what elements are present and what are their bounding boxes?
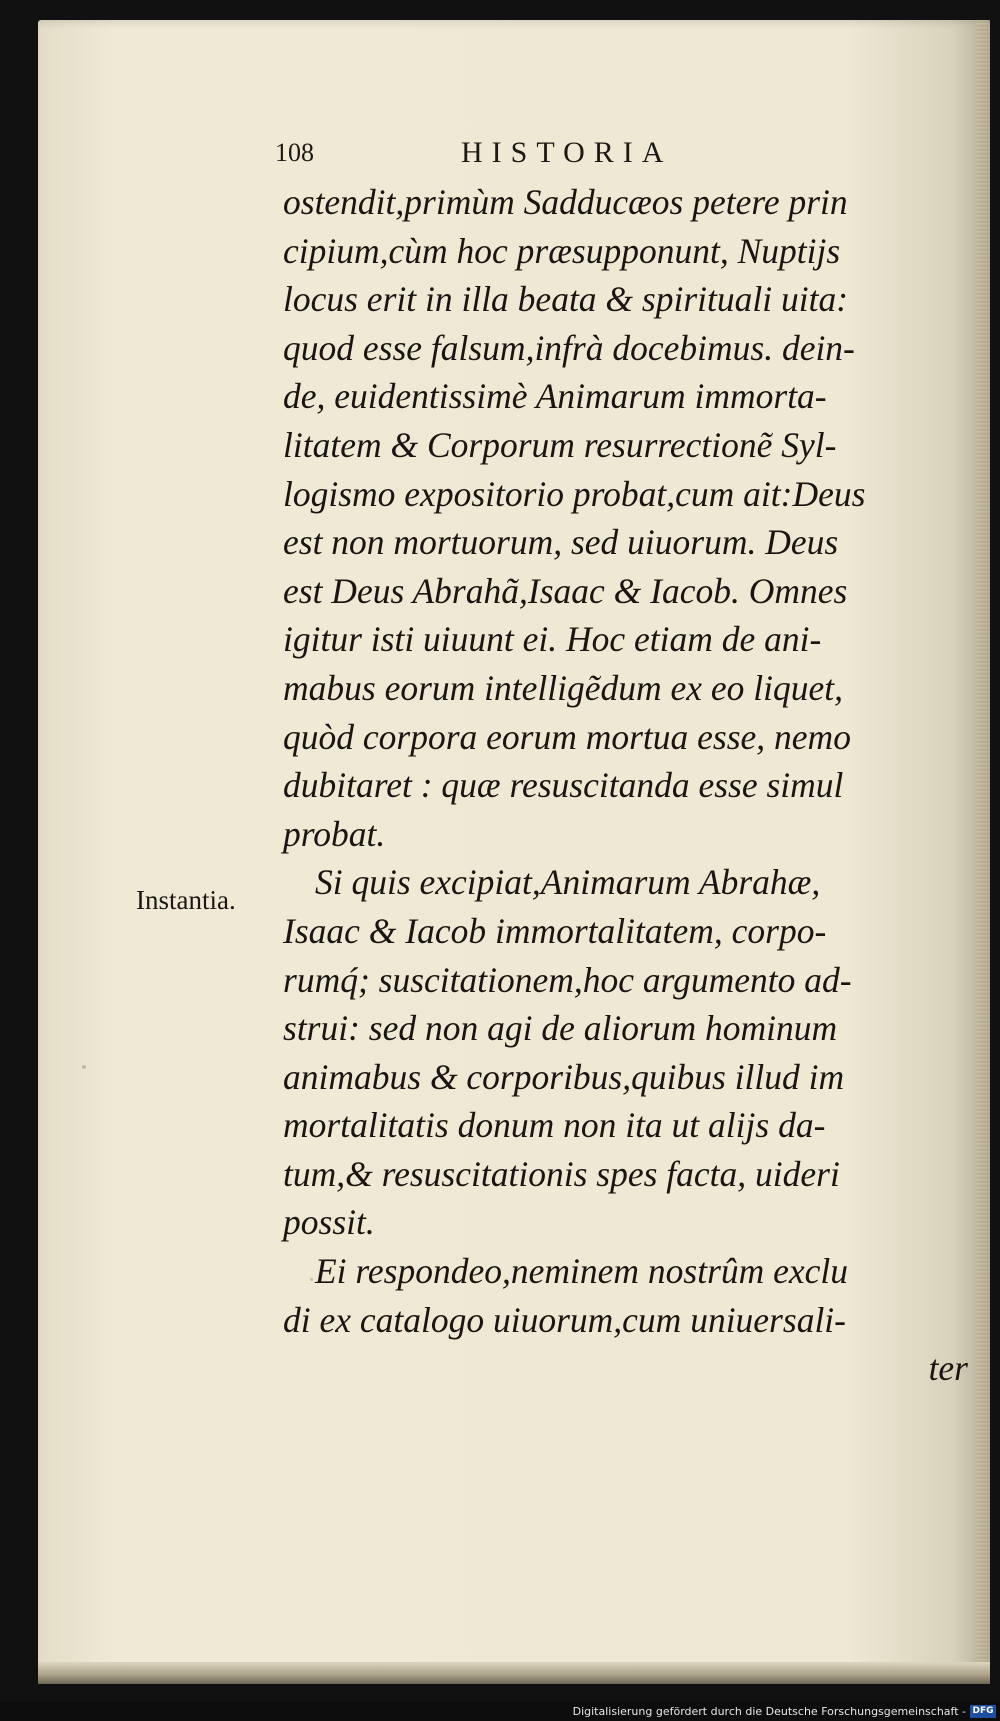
text-line: quod esse falsum,infrà docebimus. dein- (283, 327, 855, 368)
text-line: Isaac & Iacob immortalitatem, corpo- (283, 910, 827, 951)
page-number: 108 (275, 138, 314, 167)
text-line: probat. (283, 813, 386, 854)
text-line: possit. (283, 1202, 375, 1243)
text-line: strui: sed non agi de aliorum hominum (283, 1008, 838, 1049)
page-edge (976, 20, 990, 1684)
text-line: locus erit in illa beata & spirituali uita: (283, 279, 849, 320)
text-line: de, euidentissimè Animarum immorta- (283, 376, 827, 417)
page-bottom-edge (38, 1662, 990, 1684)
text-line: mabus eorum intelligẽdum ex eo liquet, (283, 667, 843, 708)
text-line: Ei respondeo,neminem nostrûm exclu (315, 1251, 849, 1292)
text-line: quòd corpora eorum mortua esse, nemo (283, 716, 851, 757)
text-line: di ex catalogo uiuorum,cum uniuersali- (283, 1299, 846, 1340)
text-line: logismo expositorio probat,cum ait:Deus (283, 473, 866, 514)
funding-credit: Digitalisierung gefördert durch die Deutsche Forschungsgemeinschaft - (572, 1705, 966, 1718)
text-line: dubitaret : quæ resuscitanda esse simul (283, 765, 844, 806)
page-header (275, 138, 795, 178)
text-line: mortalitatis donum non ita ut alijs da- (283, 1105, 826, 1146)
text-line: rumq́; suscitationem,hoc argumento ad- (283, 959, 852, 1000)
text-line: igitur isti uiuunt ei. Hoc etiam de ani- (283, 619, 822, 660)
margin-note: Instantia. (136, 885, 236, 915)
body-text (283, 178, 968, 1393)
running-title: HISTORIA (461, 136, 673, 169)
catchword: ter (928, 1348, 968, 1389)
text-line: litatem & Corporum resurrectionẽ Syl- (283, 424, 837, 465)
text-line: est non mortuorum, sed uiuorum. Deus (283, 522, 839, 563)
dfg-logo: DFG (970, 1705, 996, 1718)
text-line: tum,& resuscitationis spes facta, uideri (283, 1153, 840, 1194)
paper-spot (82, 1065, 86, 1069)
footer-bar (0, 1701, 1000, 1721)
text-line: est Deus Abrahã,Isaac & Iacob. Omnes (283, 570, 848, 611)
text-line: Si quis excipiat,Animarum Abrahæ, (315, 862, 821, 903)
text-line: cipium,cùm hoc præsupponunt, Nuptijs (283, 230, 841, 271)
text-line: ostendit,primùm Sadducæos petere prin (283, 182, 848, 222)
text-line: animabus & corporibus,quibus illud im (283, 1056, 845, 1097)
